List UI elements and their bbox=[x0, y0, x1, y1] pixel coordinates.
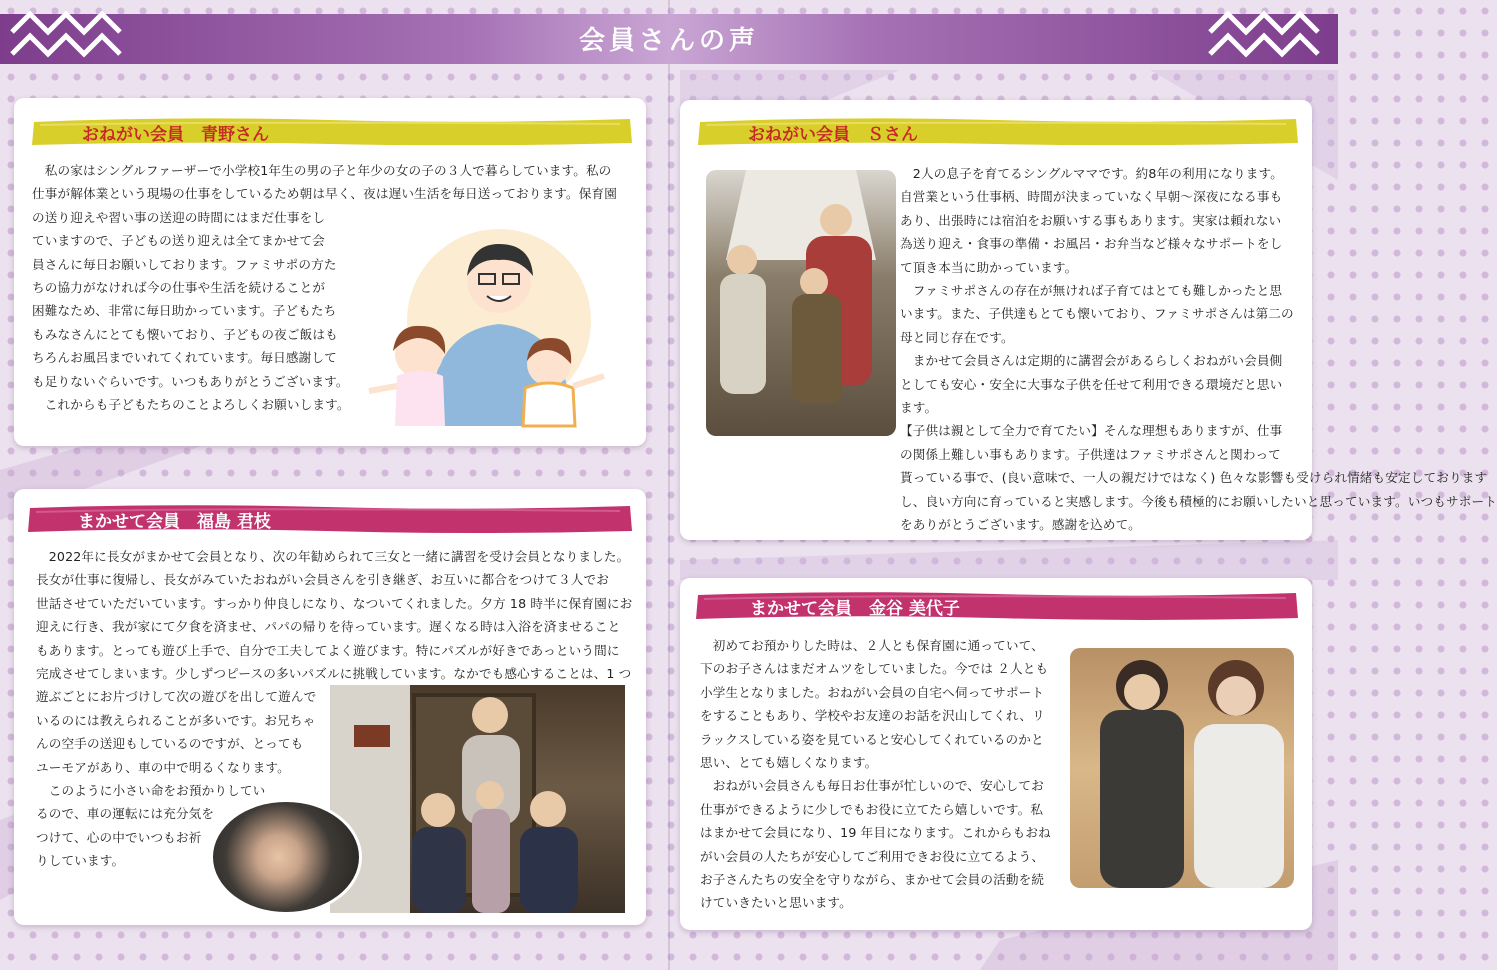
group-photo bbox=[330, 685, 625, 913]
kanaya-photo bbox=[1070, 648, 1294, 888]
child-photo bbox=[210, 799, 362, 915]
s-body-text: 2人の息子を育てるシングルママです。約8年の利用になります。 自営業という仕事柄、時間が決まっていなく早朝～深夜になる事も あり、出張時には宿泊をお願いする事もあります。実家は頼れない 為送り迎え・食事の準備・お風呂・お弁当など様々なサポートをし て頂き本当に助かっています。 ファミサポさんの存在が無ければ子育てはとても難しかったと思 います。また、子供達もとても懐いており、ファミサポさんは第二の 母と同じ存在です。 まかせて会員さんは定期的に講習会があるらしくおねがい会員側 としても安心・安全に大事な子供を任せて利用できる環境だと思い ます。 【子供は親として全力で育てたい】そんな理想もありますが、仕事 の関係上難しい事もあります。子供達はファミサポさんと関わって 貰っている事で、(良い意味で、一人の親だけではなく) 色々な影響も受けられ情緒も安定しております し、良い方向に育っていると実感します。今後も積極的にお願いしたいと思っています。いつもサポート をありがとうございます。感謝を込めて。 bbox=[900, 166, 1497, 533]
banner-label: おねがい会員 青野さん bbox=[82, 125, 269, 145]
banner-label: おねがい会員 Ｓさん bbox=[748, 125, 918, 145]
banner-label: まかせて会員 福島 君枝 bbox=[78, 512, 271, 532]
banner-aono bbox=[30, 116, 634, 146]
page-title: 会員さんの声 bbox=[578, 26, 759, 56]
banner-s bbox=[696, 116, 1300, 146]
page-fold bbox=[668, 0, 670, 970]
banner-fukushima bbox=[26, 503, 634, 533]
kanaya-body-text: 初めてお預かりした時は、２人とも保育園に通っていて、 下のお子さんはまだオムツをしていました。今では ２人とも 小学生となりました。おねがい会員の自宅へ伺ってサポート をすることもあり、学校やお友達のお話を沢山してくれ、リ ラックスしている姿を見ていると安心してくれているのかと 思い、とても嬉しくなります。 おねがい会員さんも毎日お仕事が忙しいので、安心してお 仕事ができるように少しでもお役に立てたら嬉しいです。私 はまかせて会員になり、19 年目になります。これからもおね がい会員の人たちが安心してご利用できお役に立てるよう、 お子さんたちの安全を守りながら、まかせて会員の活動を続 けていきたいと思います。 bbox=[700, 638, 1051, 911]
card-aono bbox=[14, 98, 646, 446]
fukushima-body-text: 2022年に長女がまかせて会員となり、次の年勧められて三女と一緒に講習を受け会員となりました。 長女が仕事に復帰し、長女がみていたおねがい会員さんを引き継ぎ、お互いに都合をつけて３人でお 世話させていただいています。すっかり仲良しになり、なついてくれました。夕方 18 時半に保育園にお 迎えに行き、我が家にて夕食を済ませ、パパの帰りを待っています。遅くなる時は入浴を済ませること もあります。とっても遊び上手で、自分で工夫してよく遊びます。特にパズルが好きであっという間に 完成させてしまいます。少しずつピースの多いパズルに挑戦しています。なかでも感心することは、1 つ 遊ぶごとにお片づけして次の遊びを出して遊んで いるのには教えられることが多いです。お兄ちゃ んの空手の送迎もしているのですが、とっても ユーモアがあり、車の中で明るくなります。 このように小さい命をお預かりしてい るので、車の運転には充分気を つけて、心の中でいつもお祈 りしています。 bbox=[36, 549, 633, 869]
chevron-right-decoration bbox=[1206, 6, 1326, 66]
card-kanaya bbox=[680, 578, 1312, 930]
s-family-photo bbox=[706, 170, 896, 436]
aono-body-text: 私の家はシングルファーザーで小学校1年生の男の子と年少の女の子の３人で暮らしています。私の 仕事が解体業という現場の仕事をしているため朝は早く、夜は遅い生活を毎日送っております。保育園 の送り迎えや習い事の送迎の時間にはまだ仕事をし ていますので、子どもの送り迎えは全てまかせて会 員さんに毎日お願いしております。ファミサポの方た ちの協力がなければ今の仕事や生活を続けることが 困難なため、非常に毎日助かっています。子どもたち もみなさんにとても懐いており、子どもの夜ご飯はも ちろんお風呂までいれてくれています。毎日感謝して も足りないぐらいです。いつもありがとうございます。 これからも子どもたちのことよろしくお願いします。 bbox=[32, 163, 617, 413]
banner-kanaya bbox=[694, 590, 1300, 620]
family-illustration bbox=[359, 226, 614, 426]
card-fukushima bbox=[14, 489, 646, 925]
chevron-left-decoration bbox=[8, 6, 128, 66]
card-s bbox=[680, 100, 1497, 540]
banner-label: まかせて会員 金谷 美代子 bbox=[750, 599, 960, 619]
